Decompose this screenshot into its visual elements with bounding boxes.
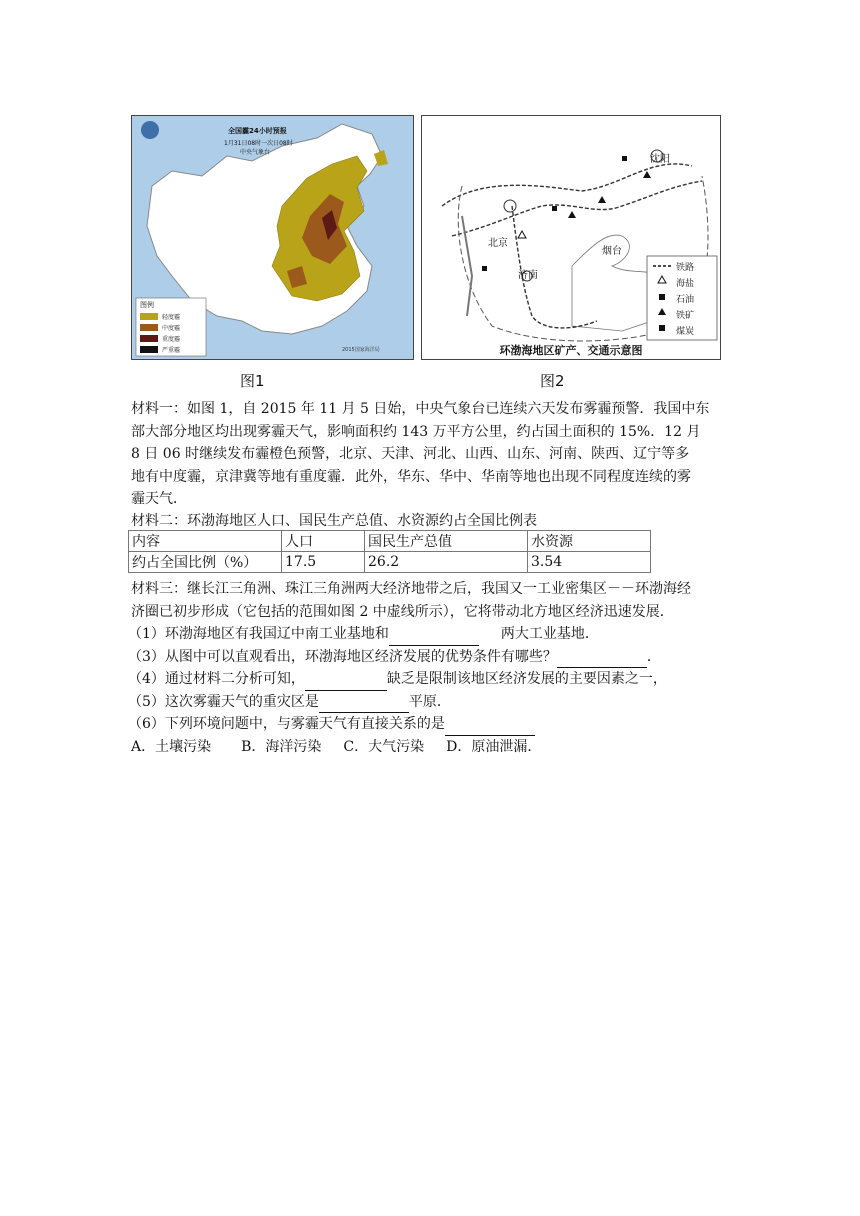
option-d[interactable]: D．原油泄漏． bbox=[446, 738, 542, 755]
material-3 bbox=[131, 578, 731, 623]
table-cell: 约占全国比例（%） bbox=[129, 552, 282, 573]
city-label: 济南 bbox=[518, 270, 538, 281]
question-6: （6）下列环境问题中，与雾霾天气有直接关系的是 bbox=[128, 713, 728, 736]
table-cell: 26.2 bbox=[365, 552, 528, 573]
legend-item: 石油 bbox=[676, 295, 695, 305]
material-3-line: 材料三：继长江三角洲、珠江三角洲两大经济地带之后，我国又一工业密集区－－环渤海经 bbox=[131, 581, 691, 597]
question-5: （5）这次雾霾天气的重灾区是 平原． bbox=[128, 691, 728, 714]
table-header-cell: 水资源 bbox=[528, 531, 651, 552]
material-1-line: 部大部分地区均出现雾霾天气，影响面积约 143 万平方公里，约占国土面积的 15%．12 月 bbox=[131, 423, 701, 440]
haze-map-subtitle: 1月31日08时一次日08时 bbox=[224, 140, 293, 147]
answer-blank[interactable] bbox=[389, 629, 479, 646]
question-1: （1）环渤海地区有我国辽中南工业基地和 两大工业基地． bbox=[128, 623, 728, 646]
map-footnote: 2015国家海洋局 bbox=[342, 347, 380, 353]
figure-2-bohai-map bbox=[421, 115, 721, 360]
haze-legend bbox=[140, 311, 180, 355]
material-1-line: 地有中度霾，京津冀等地有重度霾．此外，华东、华中、华南等地也出现不同程度连续的雾 bbox=[131, 468, 691, 485]
figure-1-caption: 图1 bbox=[240, 372, 265, 390]
legend-item: 重度霾 bbox=[140, 333, 180, 344]
logo-icon bbox=[141, 121, 159, 139]
option-a[interactable]: A．土壤污染 bbox=[131, 738, 212, 755]
legend-title: 图例 bbox=[140, 301, 154, 309]
legend-item: 铁矿 bbox=[676, 311, 695, 321]
legend-item: 海盐 bbox=[676, 279, 695, 289]
material-1-line: 材料一：如图 1，自 2015 年 11 月 5 日始，中央气象台已连续六天发布雾霾预警．我国中东 bbox=[131, 401, 710, 417]
bohai-map-title: 环渤海地区矿产、交通示意图 bbox=[499, 344, 643, 357]
city-label: 烟台 bbox=[602, 246, 622, 257]
table-row bbox=[129, 552, 651, 573]
questions bbox=[128, 623, 728, 758]
table-cell: 17.5 bbox=[282, 552, 365, 573]
table-header-cell: 内容 bbox=[129, 531, 282, 552]
haze-map-title: 全国霾24小时预报 bbox=[228, 127, 287, 135]
table-header-cell: 人口 bbox=[282, 531, 365, 552]
bohai-legend bbox=[676, 260, 694, 340]
figure-2-caption: 图2 bbox=[540, 372, 565, 390]
table-header-row bbox=[129, 531, 651, 552]
material-1-line: 8 日 06 时继续发布霾橙色预警，北京、天津、河北、山西、山东、河南、陕西、辽宁等多 bbox=[131, 446, 690, 462]
option-c[interactable]: C．大气污染 bbox=[343, 738, 425, 755]
question-6-options bbox=[131, 736, 728, 759]
material-1 bbox=[131, 398, 731, 511]
answer-blank[interactable] bbox=[319, 696, 409, 713]
ratio-table bbox=[128, 530, 651, 573]
material-1-line: 霾天气． bbox=[131, 491, 187, 507]
haze-map-issuer: 中央气象台 bbox=[240, 149, 271, 156]
answer-blank[interactable] bbox=[445, 719, 535, 736]
material-2-heading: 材料二：环渤海地区人口、国民生产总值、水资源约占全国比例表 bbox=[131, 513, 537, 529]
legend-item: 严重霾 bbox=[140, 344, 180, 355]
table-cell: 3.54 bbox=[528, 552, 651, 573]
answer-blank[interactable] bbox=[557, 651, 647, 668]
table-header-cell: 国民生产总值 bbox=[365, 531, 528, 552]
question-4: （4）通过材料二分析可知， 缺乏是限制该地区经济发展的主要因素之一， bbox=[128, 668, 728, 691]
legend-item: 轻度霾 bbox=[140, 311, 180, 322]
legend-item: 中度霾 bbox=[140, 322, 180, 333]
city-label: 沈阳 bbox=[650, 154, 670, 165]
answer-blank[interactable] bbox=[305, 674, 387, 691]
figure-1-haze-map bbox=[131, 115, 414, 360]
option-b[interactable]: B．海洋污染 bbox=[241, 738, 322, 755]
material-3-line: 济圈已初步形成（它包括的范围如图 2 中虚线所示），它将带动北方地区经济迅速发展． bbox=[131, 603, 674, 620]
legend-item: 煤炭 bbox=[676, 327, 695, 337]
question-3: （3）从图中可以直观看出，环渤海地区经济发展的优势条件有哪些？ ． bbox=[128, 646, 728, 669]
legend-item: 铁路 bbox=[676, 263, 695, 273]
city-label: 北京 bbox=[488, 238, 508, 249]
